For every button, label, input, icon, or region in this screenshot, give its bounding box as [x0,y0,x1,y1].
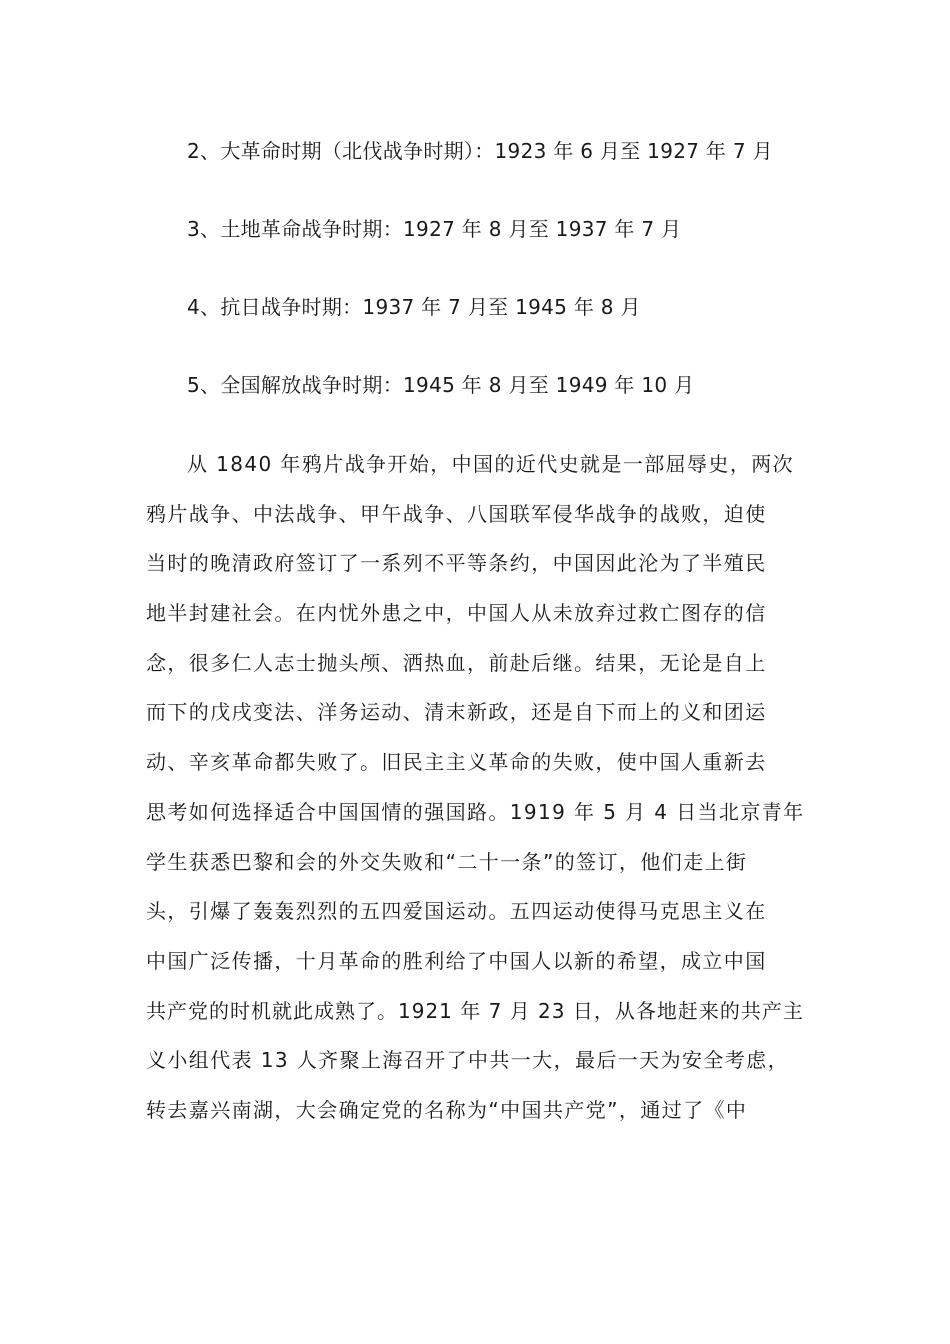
paragraph-line: 头，引爆了轰轰烈烈的五四爱国运动。五四运动使得马克思主义在 [146,899,767,924]
paragraph-line: 中国广泛传播，十月革命的胜利给了中国人以新的希望，成立中国 [146,948,767,973]
paragraph-line: 共产党的时机就此成熟了。1921 年 7 月 23 日，从各地赶来的共产主 [146,998,804,1023]
paragraph-line: 从 1840 年鸦片战争开始，中国的近代史就是一部屈辱史，两次 [187,452,795,476]
paragraph-line: 地半封建社会。在内忧外患之中，中国人从未放弃过救亡图存的信 [146,601,767,626]
paragraph-line: 鸦片战争、中法战争、甲午战争、八国联军侵华战争的战败，迫使 [146,501,767,526]
paragraph-line: 学生获悉巴黎和会的外交失败和“二十一条”的签订，他们走上街 [146,849,748,874]
paragraph-line: 义小组代表 13 人齐聚上海召开了中共一大，最后一天为安全考虑， [146,1048,789,1073]
period-item-2: 2、大革命时期（北伐战争时期）：1923 年 6 月至 1927 年 7 月 [187,139,773,163]
paragraph-line: 思考如何选择适合中国国情的强国路。1919 年 5 月 4 日当北京青年 [146,799,805,824]
period-item-5: 5、全国解放战争时期：1945 年 8 月至 1949 年 10 月 [187,373,695,397]
period-item-4: 4、抗日战争时期：1937 年 7 月至 1945 年 8 月 [187,295,641,319]
paragraph-line: 转去嘉兴南湖，大会确定党的名称为“中国共产党”，通过了《中 [146,1097,748,1122]
body-paragraph [146,440,806,1136]
paragraph-line: 而下的戊戌变法、洋务运动、清末新政，还是自下而上的义和团运 [146,700,767,725]
paragraph-line: 当时的晚清政府签订了一系列不平等条约，中国因此沦为了半殖民 [146,551,767,576]
paragraph-line: 念，很多仁人志士抛头颅、洒热血，前赴后继。结果，无论是自上 [146,650,767,675]
paragraph-line: 动、辛亥革命都失败了。旧民主主义革命的失败，使中国人重新去 [146,750,767,775]
period-item-3: 3、土地革命战争时期：1927 年 8 月至 1937 年 7 月 [187,217,682,241]
